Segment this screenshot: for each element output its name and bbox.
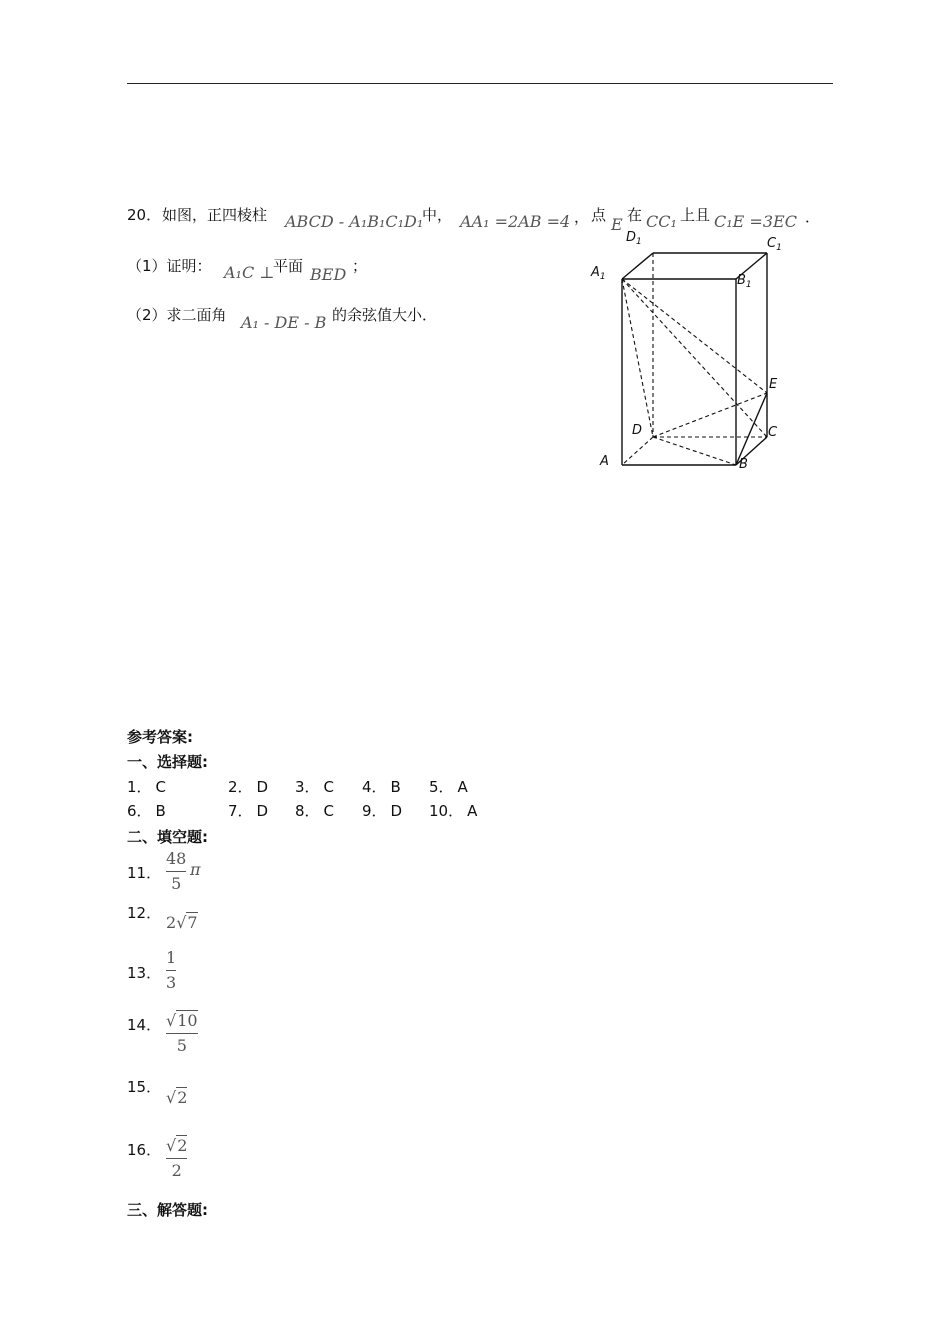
problem-intro: 如图，正四棱柱 <box>162 206 268 224</box>
mc-answer-item <box>362 800 402 821</box>
mc-answer-item <box>429 776 468 797</box>
mc-question-number: 7． <box>228 802 253 820</box>
fraction: 48 5 <box>166 849 187 893</box>
mc-answer-letter: B <box>390 778 401 796</box>
mc-answer-letter: D <box>390 802 403 820</box>
mc-answer-item <box>295 800 334 821</box>
condition-1: AA₁ =2AB =4 <box>460 212 571 231</box>
radical-expression: 2√7 <box>166 913 198 932</box>
mc-question-number: 4． <box>362 778 387 796</box>
mc-answer-item <box>127 776 166 797</box>
mc-question-number: 1． <box>127 778 152 796</box>
part2-text: 的余弦值大小． <box>332 306 438 324</box>
fill-number: 16． <box>127 1141 162 1159</box>
header-rule <box>127 83 833 84</box>
mc-question-number: 9． <box>362 802 387 820</box>
fraction: √10 5 <box>166 1011 198 1055</box>
label-a1: $A_1$ <box>591 265 606 282</box>
label-a: A <box>600 454 609 469</box>
mc-answer-letter: B <box>155 802 166 820</box>
mc-question-number: 3． <box>295 778 320 796</box>
mc-answer-letter: D <box>256 778 269 796</box>
pi-symbol: π <box>190 860 201 879</box>
mc-answer-letter: A <box>457 778 468 796</box>
prism-name: ABCD - A₁B₁C₁D₁ <box>285 212 424 231</box>
part1-text: 平面 <box>273 257 304 275</box>
mc-question-number: 6． <box>127 802 152 820</box>
part1-plane: BED <box>310 265 347 284</box>
section-3-heading: 三、解答题: <box>127 1201 208 1219</box>
mc-answer-letter: C <box>155 778 167 796</box>
mc-answer-letter: C <box>323 778 335 796</box>
radical-expression: √2 <box>166 1088 188 1107</box>
part1-expr: A₁C ⊥ <box>224 263 275 282</box>
edge-cc1: CC₁ <box>646 212 677 231</box>
point-e: E <box>611 215 623 234</box>
fill-number: 15． <box>127 1078 162 1096</box>
answers-title: 参考答案: <box>127 728 193 746</box>
problem-end: ． <box>805 208 821 226</box>
mc-answer-item <box>228 776 268 797</box>
and-text: 上且 <box>680 206 711 224</box>
fill-number: 12． <box>127 904 162 922</box>
fill-number: 13． <box>127 964 162 982</box>
mc-answer-letter: A <box>467 802 478 820</box>
mc-answer-item <box>295 776 334 797</box>
mc-answer-item <box>228 800 268 821</box>
fill-number: 14． <box>127 1016 162 1034</box>
mc-question-number: 5． <box>429 778 454 796</box>
part1-end: ； <box>352 257 368 275</box>
condition-2: C₁E =3EC <box>714 212 797 231</box>
label-c: C <box>768 425 778 440</box>
fill-number: 11． <box>127 864 162 882</box>
mc-answer-item <box>429 800 477 821</box>
problem-mid: 中， <box>422 206 453 224</box>
mc-answer-letter: D <box>256 802 269 820</box>
part2-expr: A₁ - DE - B <box>241 313 327 332</box>
mc-answer-item <box>362 776 401 797</box>
mc-answer-letter: C <box>323 802 335 820</box>
comma: ， <box>574 208 590 226</box>
label-e: E <box>769 377 778 392</box>
part2-label: （2）求二面角 <box>127 306 227 324</box>
fraction: √2 2 <box>166 1136 188 1180</box>
mc-question-number: 8． <box>295 802 320 820</box>
part1-label: （1）证明： <box>127 257 212 275</box>
label-d: D <box>632 423 643 438</box>
prism-figure <box>585 225 815 480</box>
mc-answer-item <box>127 800 166 821</box>
mc-question-number: 2． <box>228 778 253 796</box>
label-b1: $B_1$ <box>737 273 752 290</box>
section-2-heading: 二、填空题: <box>127 828 208 846</box>
label-c1: $C_1$ <box>767 236 782 253</box>
label-d1: $D_1$ <box>626 230 642 247</box>
problem-number: 20． <box>127 206 162 224</box>
mc-question-number: 10． <box>429 802 464 820</box>
on-text: 在 <box>627 206 643 224</box>
label-b: B <box>739 457 748 472</box>
fraction: 1 3 <box>166 948 177 992</box>
point-text: 点 <box>591 206 607 224</box>
section-1-heading: 一、选择题: <box>127 753 208 771</box>
